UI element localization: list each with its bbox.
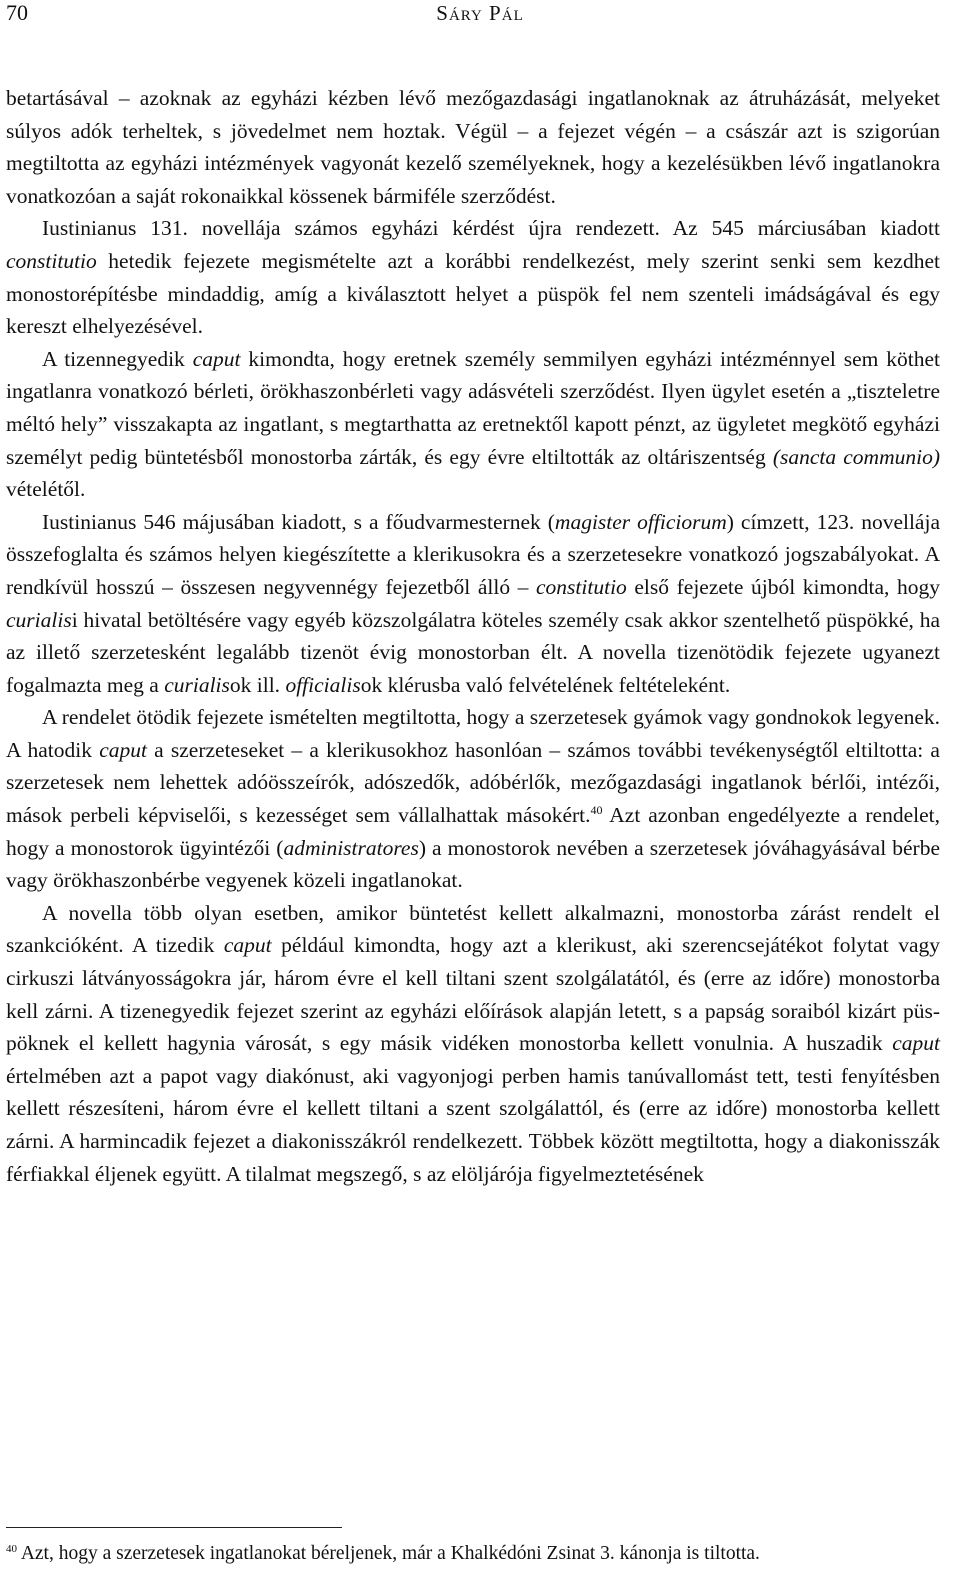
text-run: hetedik fejezete megismételte azt a korábbi rendelkezést, mely szerint senki sem kezdhet monostorépítésbe mindaddig, amíg a kiválasztott helyet a püspök fel nem szenteli imádságával és egy kereszt elhelyezésével. [6, 248, 940, 339]
paragraph [6, 897, 940, 1190]
text-run: Iustinianus 131. novellája számos egyházi kérdést újra rendezett. Az 545 márciusában kiadott [42, 216, 940, 241]
body-text [6, 82, 940, 1190]
text-run: i hivatal betöltésére vagy egyéb közszolgálatra köteles személy csak akkor szentelhető püspökké, ha az illető szerzetesként legalább tizenöt évig monostorban élt. A novella tizenötödik fejezete ugyanezt fogalmazta meg a [6, 607, 940, 697]
text-run: például kimondta, hogy azt a klerikust, aki szerencsejátékot folytat vagy cirkuszi látványosságokra jár, három évre el kell tiltani szent szolgálatától, és (erre az időre) monostorba kell zárni. A tizenegyedik fejezet szerint az egyházi előírások alapján letett, s a papság soraiból kizárt püspöknek el kellett hagynia városát, s egy másik vidéken monostorba kellett vonulnia. A huszadik [6, 933, 940, 1056]
italic-term: constitutio [6, 248, 97, 273]
footnote-reference: 40 [590, 803, 603, 818]
footnote-divider [6, 1527, 342, 1528]
text-run: Azt azonban engedélyezte a rendelet, hogy a monostorok ügyintézői ( [6, 803, 941, 860]
paragraph [6, 343, 940, 506]
italic-term: caput [192, 346, 241, 371]
running-head-author [0, 0, 960, 29]
paragraph [6, 212, 940, 342]
author-rest-2: ÁL [501, 8, 524, 24]
text-run: első fejezete újból kimondta, hogy [626, 574, 940, 599]
footnote-40 [6, 1541, 946, 1567]
page-header [0, 0, 960, 40]
text-run: értelmében azt a papot vagy diakónust, aki vagyonjogi perben hamis tanúvallomást tett, testi fenyítésben kellett részesíteni, három évre el kellett tiltani a szent szolgálattól, és (erre az időre) monostorba kellett zárni. A harmincadik fejezet a diakonisszákról rendelkezett. Többek között megtiltotta, hogy a diakonisszák férfiakkal éljenek együtt. A tilalmat megszegő, s az elöljárója figyelmeztetésének [6, 1063, 940, 1186]
footnote-text: Azt, hogy a szerzetesek ingatlanokat béreljenek, már a Khalkédóni Zsinat 3. kánonja is tiltotta. [20, 1543, 760, 1564]
text-run: ) a monostorok nevében a szerzetesek jóváhagyásával bérbe vagy örökhaszonbérbe vegyenek közeli ingatlanokat. [6, 835, 940, 893]
italic-term: curialis [164, 672, 230, 697]
paragraph [6, 82, 940, 212]
italic-term: administratores [283, 835, 419, 860]
text-run: kimondta, hogy eretnek személy semmilyen egyházi intézménnyel sem köthet ingatlanra vonatkozó bérleti, örökhaszonbérleti vagy adásvételi szerződést. Ilyen ügylet esetén a „tiszteletre méltó hely” visszakapta az ingatlant, s megtarthatta az eretnektől kapott pénzt, az ügyletet megkötő egyházi személyt pedig büntetésből monostorba zárták, és egy évre eltiltották az oltáriszentség [6, 346, 940, 469]
italic-term: (sancta communio) [772, 444, 940, 469]
italic-term: curialis [6, 607, 72, 632]
text-run: vételétől. [6, 477, 86, 502]
author-initial-2: P [489, 1, 502, 25]
italic-term: constitutio [536, 574, 627, 599]
text-run: ok klérusba való felvételének feltételeként. [360, 672, 731, 697]
text-run: A novella több olyan esetben, amikor büntetést kellett alkalmazni, monostorba zárást rendelt el szankcióként. A tizedik [6, 900, 940, 958]
italic-term: caput [892, 1031, 940, 1056]
footnote-number: 40 [6, 1543, 17, 1555]
author-initial-1: S [436, 1, 449, 25]
paragraph [6, 506, 940, 702]
paragraph [6, 701, 940, 897]
text-run: ok ill. [229, 672, 286, 697]
page-number: 70 [6, 0, 28, 25]
italic-term: caput [223, 933, 272, 958]
text-run: ) címzett, 123. novellája összefoglalta és számos helyen kiegészítette a klerikusokra és a szerzetesekre vonatkozó jogszabályokat. A rendkívül hosszú – összesen negyvennégy fejezetből álló – [6, 509, 940, 599]
text-run: betartásával – azoknak az egyházi kézben lévő mezőgazdasági ingatlanoknak az átruházását, melyeket súlyos adók terheltek, s jövedelmet nem hoztak. Végül – a fejezet végén – a császár azt is szigorúan megtiltotta az egyházi intézmények vagyonát kezelő személyeknek, hogy a kezelésükben lévő ingatlanokra vonatkozóan a saját rokonaikkal kössenek bármiféle szerződést. [6, 86, 940, 208]
author-rest-1: ÁRY [448, 8, 483, 24]
italic-term: caput [99, 737, 147, 762]
italic-term: magister officiorum [554, 509, 727, 534]
italic-term: officialis [285, 672, 361, 697]
text-run: a szerzeteseket – a klerikusokhoz hasonlóan – számos további tevékenységtől eltiltotta: a szerzetesek nem lehettek adóösszeírók, adószedők, adóbérlők, mezőgazdasági ingatlanok bérlői, intézői, mások perbeli képviselői, s kezességet sem vállalhattak másokért. [6, 737, 940, 828]
text-run: A rendelet ötödik fejezete ismételten megtiltotta, hogy a szerzetesek gyámok vagy gondnokok legyenek. A hatodik [6, 705, 940, 762]
text-run: A tizennegyedik [42, 346, 193, 371]
text-run: Iustinianus 546 májusában kiadott, s a főudvarmesternek ( [42, 509, 555, 534]
